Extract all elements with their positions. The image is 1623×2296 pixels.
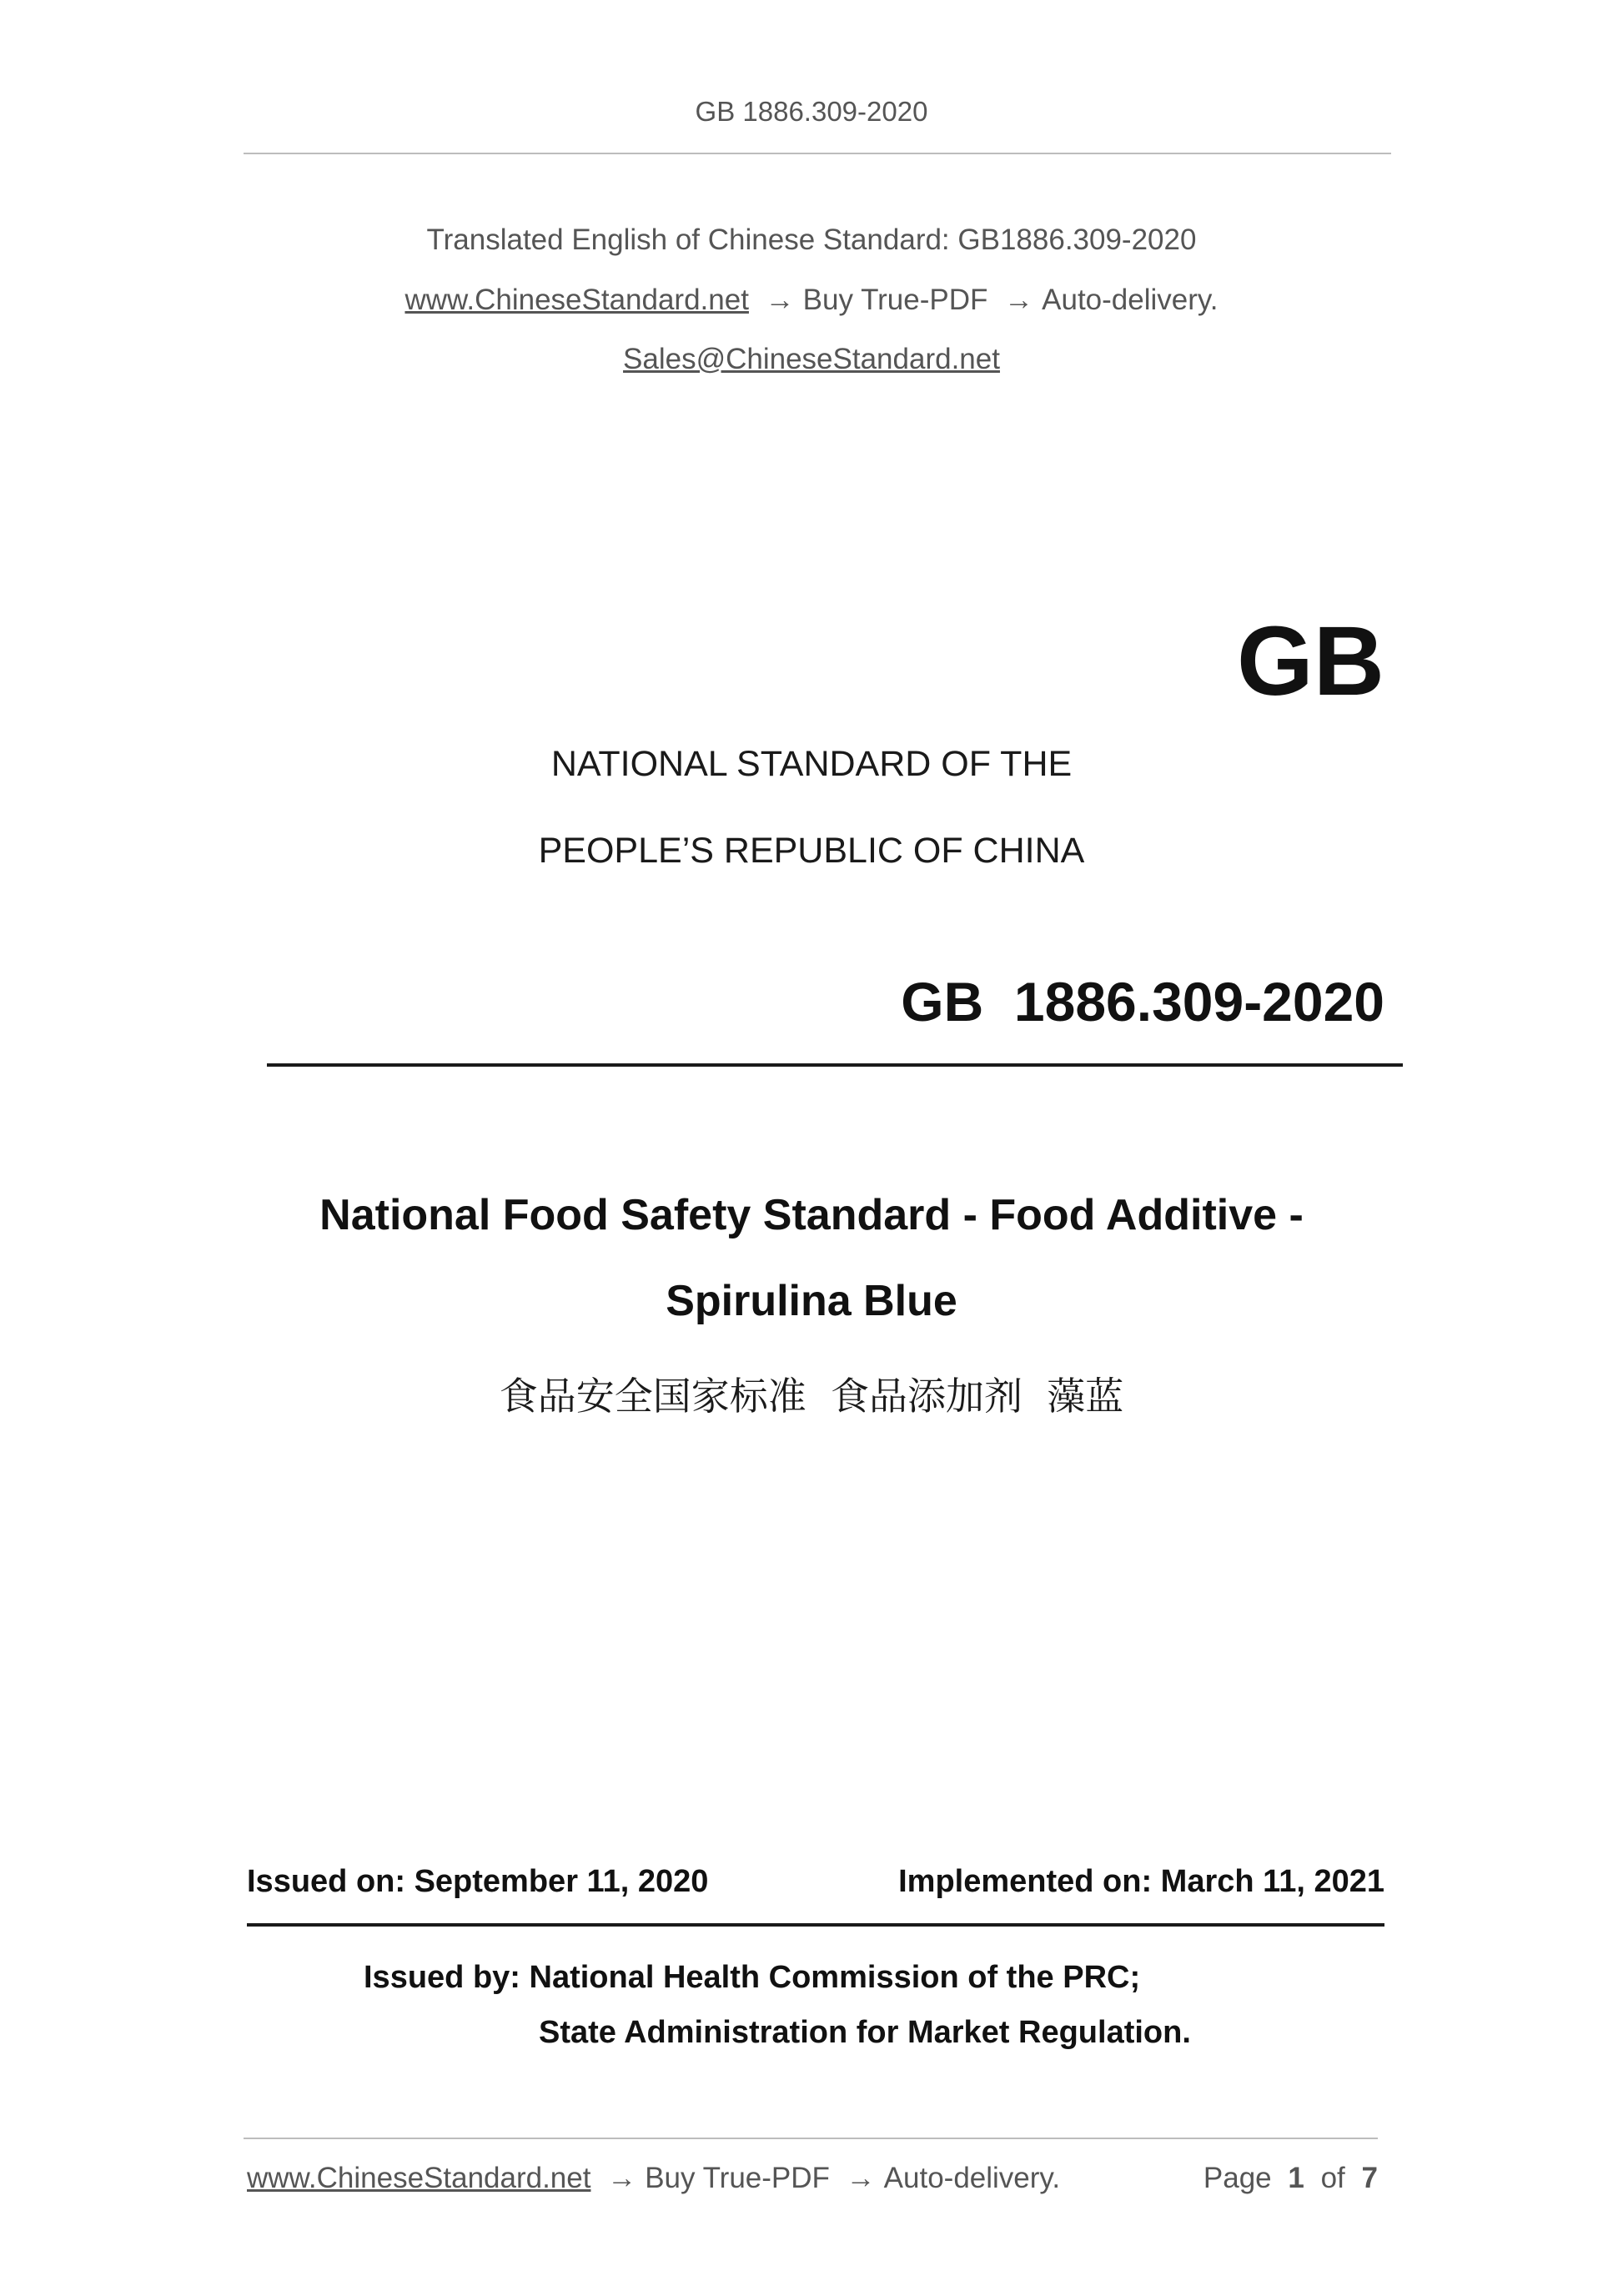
number-underline bbox=[267, 1063, 1403, 1067]
footer-divider bbox=[244, 2138, 1378, 2139]
buy-text: Buy True-PDF bbox=[802, 284, 988, 316]
header-divider bbox=[244, 153, 1391, 154]
footer-promo bbox=[247, 2162, 1060, 2195]
footer-site-link[interactable]: www.ChineseStandard.net bbox=[247, 2162, 591, 2194]
page-label: Page bbox=[1203, 2162, 1272, 2194]
page-of: of bbox=[1320, 2162, 1345, 2194]
standard-number: GB 1886.309-2020 bbox=[901, 971, 1384, 1032]
standard-title-line1: National Food Safety Standard - Food Additive - bbox=[319, 1191, 1304, 1239]
gb-logo: GB bbox=[1237, 606, 1384, 716]
arrow-right-icon: → bbox=[607, 2162, 637, 2194]
running-header: GB 1886.309-2020 bbox=[695, 96, 928, 127]
national-standard-line1: NATIONAL STANDARD OF THE bbox=[550, 744, 1073, 784]
site-link[interactable]: www.ChineseStandard.net bbox=[404, 284, 749, 316]
email-link[interactable]: Sales@ChineseStandard.net bbox=[623, 343, 1000, 375]
email-line bbox=[0, 343, 1623, 376]
dates-underline bbox=[247, 1923, 1384, 1927]
translation-notice: Translated English of Chinese Standard: GB1886.309-2020 bbox=[426, 224, 1197, 256]
standard-title-chinese: 食品安全国家标准 食品添加剂 藻蓝 bbox=[499, 1374, 1124, 1419]
arrow-right-icon: → bbox=[1004, 284, 1034, 316]
implemented-on: Implemented on: March 11, 2021 bbox=[898, 1864, 1384, 1899]
page-total: 7 bbox=[1361, 2162, 1378, 2194]
issued-by-line2: State Administration for Market Regulation. bbox=[539, 2015, 1191, 2050]
page-current: 1 bbox=[1288, 2162, 1304, 2194]
page-indicator bbox=[1203, 2162, 1378, 2195]
arrow-right-icon: → bbox=[846, 2162, 876, 2194]
issued-by-line1: Issued by: National Health Commission of the PRC; bbox=[364, 1960, 1141, 1995]
promo-line bbox=[0, 284, 1623, 317]
delivery-text: Auto-delivery. bbox=[1042, 284, 1219, 316]
issued-on: Issued on: September 11, 2020 bbox=[247, 1864, 709, 1899]
footer-delivery-text: Auto-delivery. bbox=[883, 2162, 1061, 2194]
standard-title-line2: Spirulina Blue bbox=[666, 1277, 957, 1325]
footer-buy-text: Buy True-PDF bbox=[645, 2162, 830, 2194]
national-standard-line2: PEOPLE’S REPUBLIC OF CHINA bbox=[538, 831, 1085, 871]
arrow-right-icon: → bbox=[765, 284, 795, 316]
